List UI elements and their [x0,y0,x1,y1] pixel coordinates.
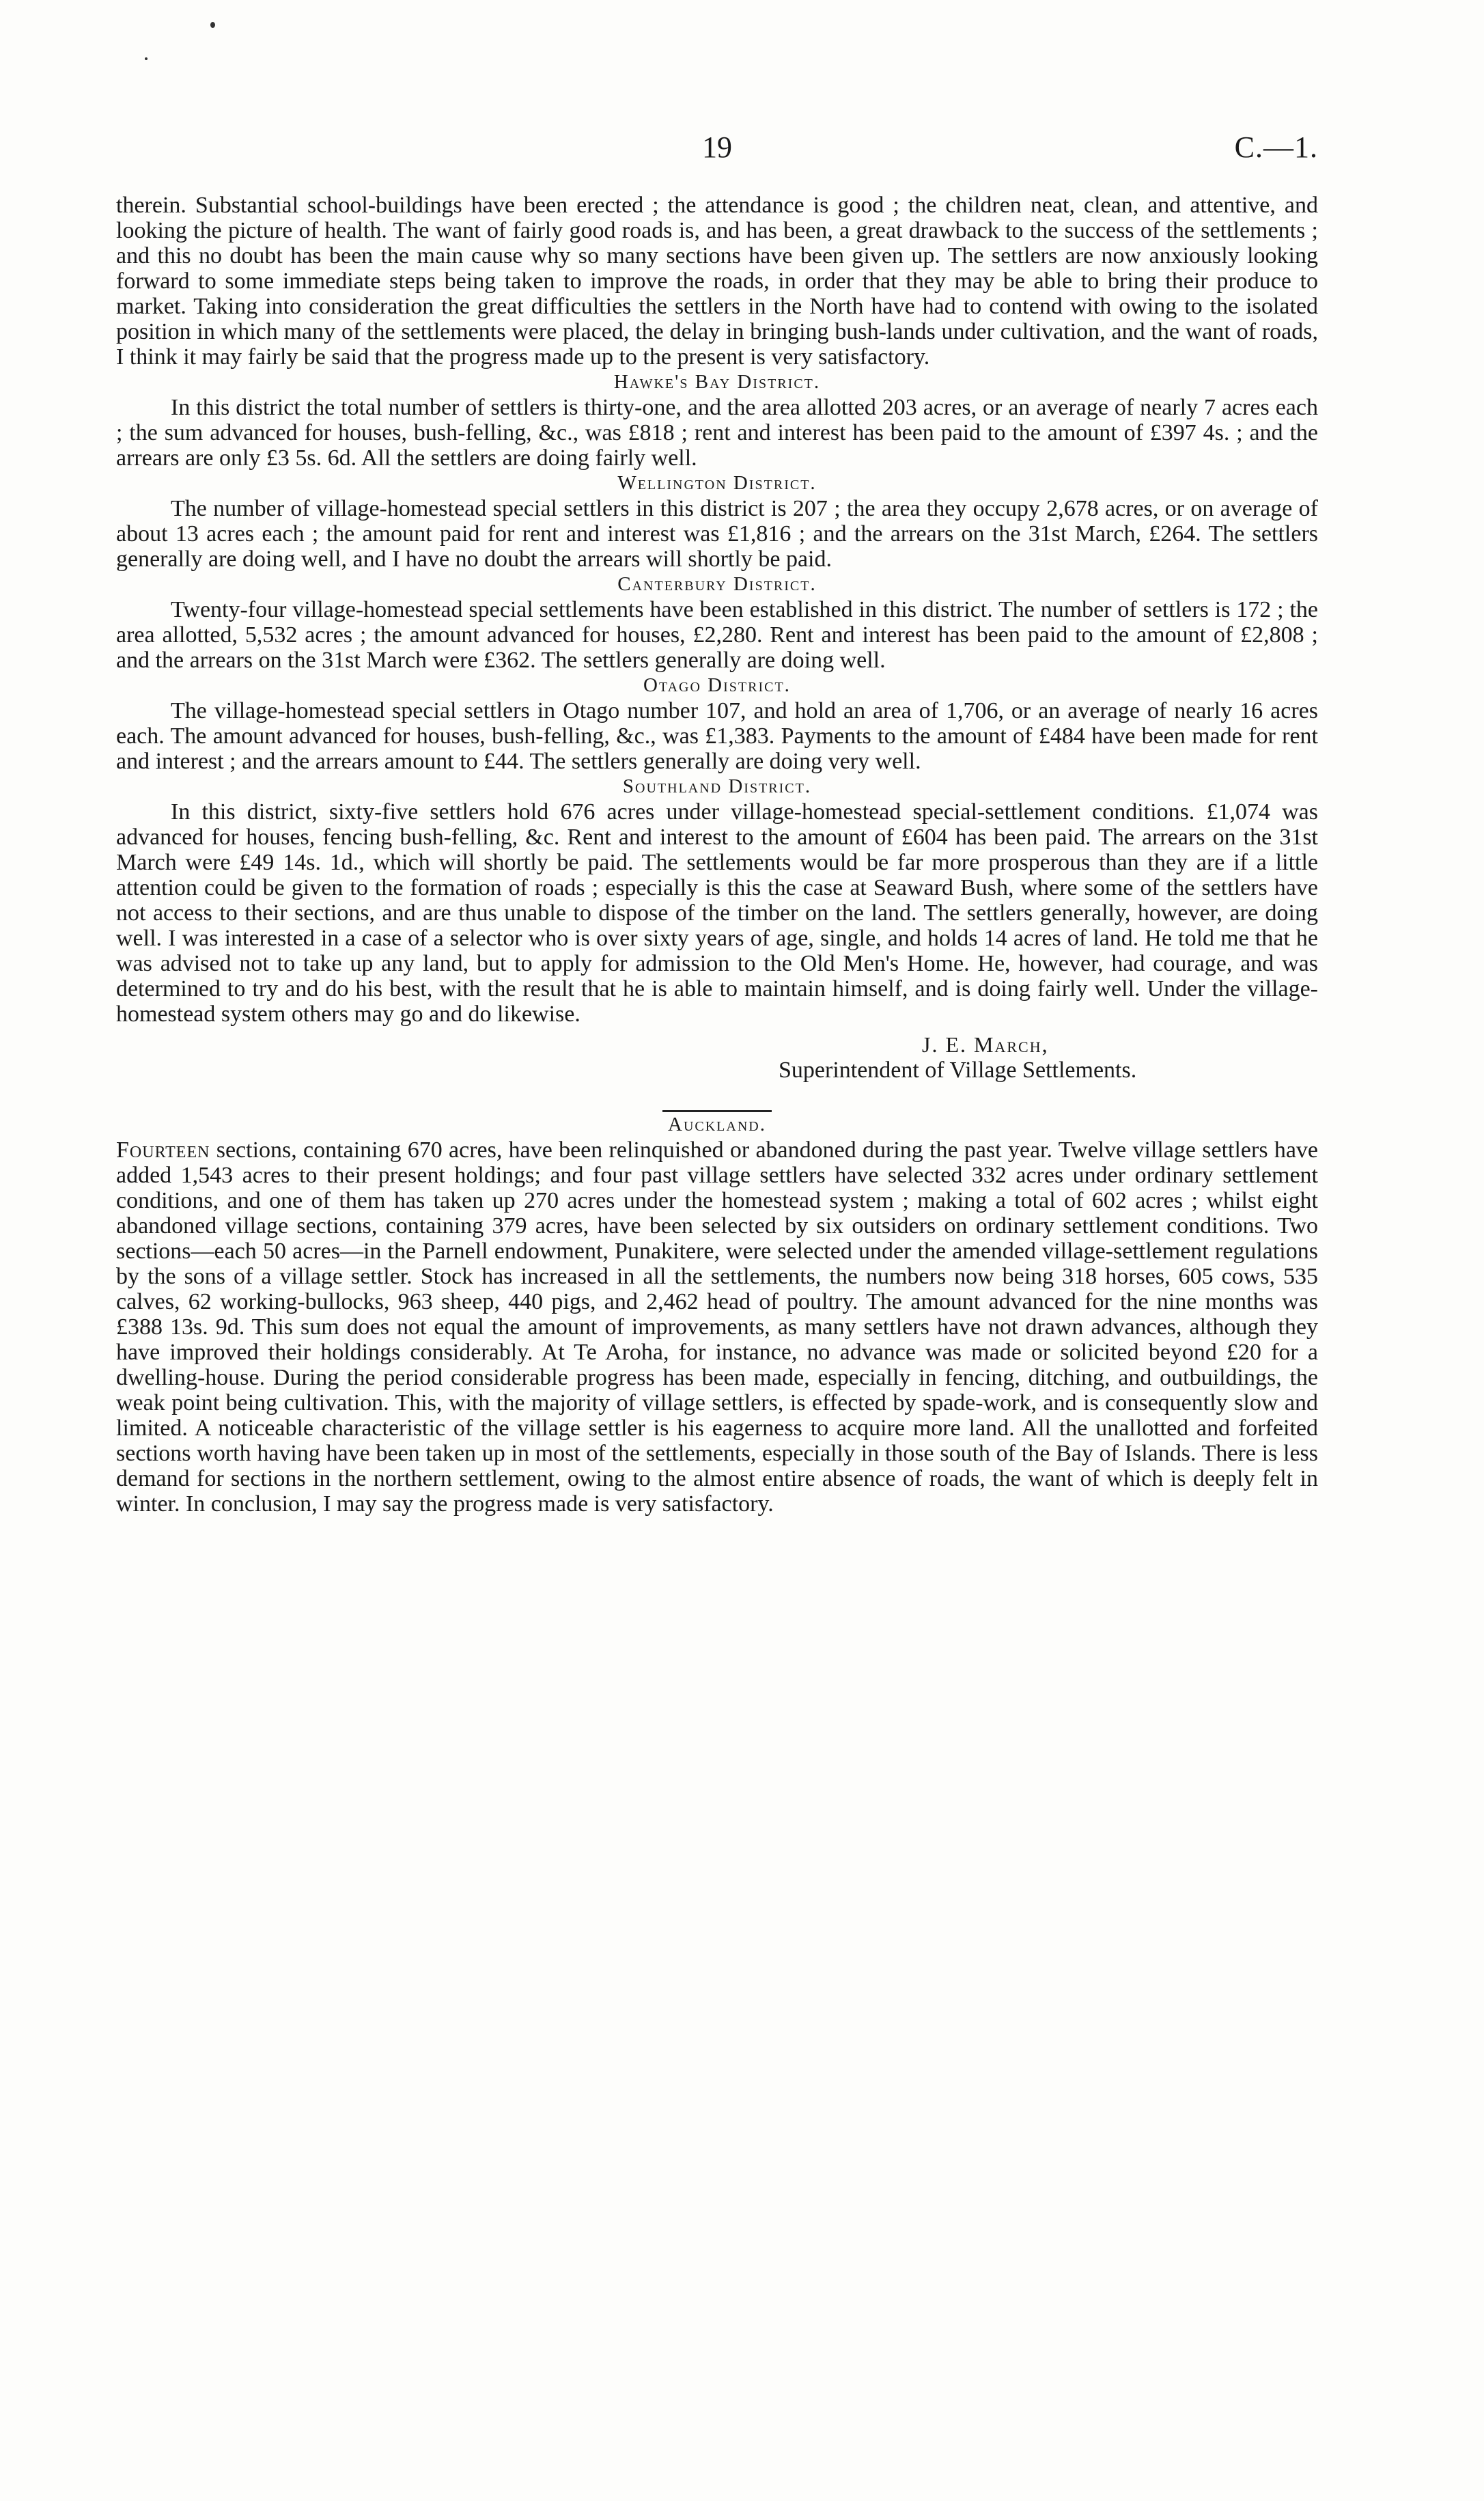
signatory-title: Superintendent of Village Settlements. [779,1058,1137,1083]
north-district-continuation: therein. Substantial school-buildings have been erected ; the attendance is good ; the children neat, clean, and attentive, and looking the picture of health. The want of fairly good roads is, and has been, a great drawback to the success of the settlements ; and this no doubt has been the main cause why so many sections have been given up. The settlers are now anxiously looking forward to some immediate steps being taken to improve the roads, in order that they may be able to bring their produce to market. Taking into consideration the great difficulties the settlers in the North have had to contend with owing to the isolated position in which many of the settlements were placed, the delay in bringing bush-lands under cultivation, and the want of roads, I think it may fairly be said that the progress made up to the present is very satisfactory. [116,193,1318,370]
auckland-lead-word: Fourteen [116,1137,210,1163]
document-reference: C.—1. [1234,130,1318,164]
paragraph-auckland [116,1137,1318,1517]
scan-speck [210,22,215,28]
paragraph-hawkes-bay: In this district the total number of settlers is thirty-one, and the area allotted 203 acres, or an average of nearly 7 acres each ; the sum advanced for houses, bush-felling, &c., was £818 ; rent and interest has been paid to the amount of £397 4s. ; and the arrears are only £3 5s. 6d. All the settlers are doing fairly well. [116,395,1318,471]
page-header [116,130,1318,178]
heading-hawkes-bay-district: Hawke's Bay District. [613,371,821,393]
scan-speck [145,57,148,60]
auckland-body-text: sections, containing 670 acres, have been relinquished or abandoned during the past year. Twelve village settlers have added 1,543 acres to their present holdings; and four past village settlers have selected 332 acres under ordinary settlement conditions, and one of them has taken up 270 acres under the homestead system ; making a total of 602 acres ; whilst eight abandoned village sections, containing 379 acres, have been selected by six outsiders on ordinary settlement conditions. Two sections—each 50 acres—in the Parnell endowment, Punakitere, were selected under the amended village-settlement regulations by the sons of a village settler. Stock has increased in all the settlements, the numbers now being 318 horses, 605 cows, 535 calves, 62 working-bullocks, 963 sheep, 440 pigs, and 2,462 head of poultry. The amount advanced for the nine months was £388 13s. 9d. This sum does not equal the amount of improvements, as many settlers have not drawn advances, although they have improved their holdings considerably. At Te Aroha, for instance, no advance was made or solicited beyond £20 for a dwelling-house. During the period considerable progress has been made, especially in fencing, ditching, and outbuildings, the weak point being cultivation. This, with the majority of village settlers, is effected by spade-work, and is consequently slow and limited. A noticeable characteristic of the village settler is his eagerness to acquire more land. All the unallotted and forfeited sections worth having have been taken up in most of the settlements, especially in those south of the Bay of Islands. There is less demand for sections in the northern settlement, owing to the almost entire absence of roads, the want of which is deeply felt in winter. In conclusion, I may say the progress made is very satisfactory. [116,1137,1318,1517]
paragraph-otago: The village-homestead special settlers in Otago number 107, and hold an area of 1,706, or an average of nearly 16 acres each. The amount advanced for houses, bush-felling, &c., was £1,383. Payments to the amount of £484 have been made for rent and interest ; and the arrears amount to £44. The settlers generally are doing very well. [116,698,1318,774]
signature-block [116,1032,1318,1083]
heading-auckland: Auckland. [668,1114,766,1135]
signatory-name: J. E. March, [922,1032,1049,1057]
page-number: 19 [702,130,732,164]
page-body [116,193,1318,1517]
paragraph-wellington: The number of village-homestead special settlers in this district is 207 ; the area they occupy 2,678 acres, or on average of about 13 acres each ; the amount paid for rent and interest was £1,816 ; and the arrears on the 31st March, £264. The settlers generally are doing well, and I have no doubt the arrears will shortly be paid. [116,496,1318,572]
heading-southland-district: Southland District. [622,775,812,797]
paragraph-southland: In this district, sixty-five settlers hold 676 acres under village-homestead special-settlement conditions. £1,074 was advanced for houses, fencing bush-felling, &c. Rent and interest to the amount of £604 has been paid. The arrears on the 31st March were £49 14s. 1d., which will shortly be paid. The settlements would be far more prosperous than they are if a little attention could be given to the formation of roads ; especially is this the case at Seaward Bush, where some of the settlers have not access to their sections, and are thus unable to dispose of the timber on the land. The settlers generally, however, are doing well. I was interested in a case of a selector who is over sixty years of age, single, and holds 14 acres of land. He told me that he was advised not to take up any land, but to apply for admission to the Old Men's Home. He, however, had courage, and was determined to try and do his best, with the result that he is able to maintain himself, and is doing fairly well. Under the village-homestead system others may go and do likewise. [116,799,1318,1027]
paragraph-canterbury: Twenty-four village-homestead special settlements have been established in this district. The number of settlers is 172 ; the area allotted, 5,532 acres ; the amount advanced for houses, £2,280. Rent and interest has been paid to the amount of £2,808 ; and the arrears on the 31st March were £362. The settlers generally are doing well. [116,597,1318,673]
heading-wellington-district: Wellington District. [617,472,817,494]
heading-otago-district: Otago District. [643,674,791,696]
heading-canterbury-district: Canterbury District. [617,573,817,595]
